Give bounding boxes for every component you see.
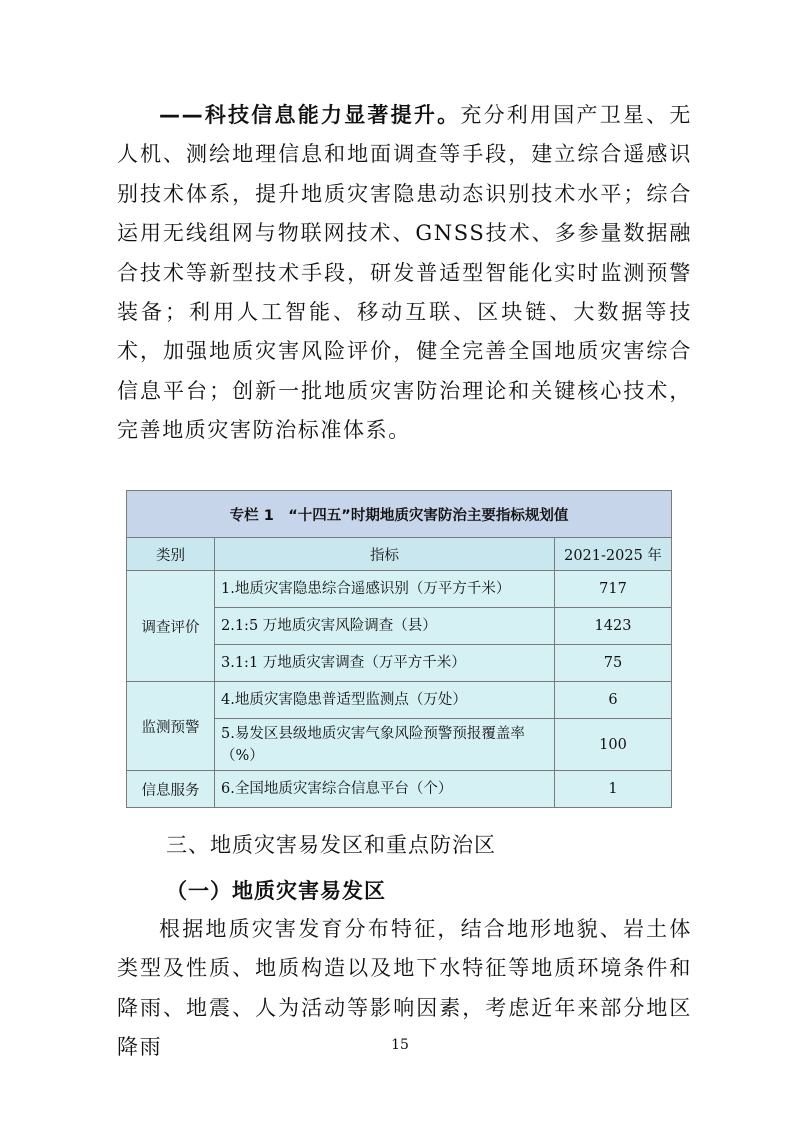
indicator-cell: 2.1:5 万地质灾害风险调查（县） bbox=[215, 608, 555, 645]
section-heading: 三、地质灾害易发区和重点防治区 bbox=[166, 833, 496, 857]
subsection-heading: （一）地质灾害易发区 bbox=[166, 879, 386, 903]
category-cell: 监测预警 bbox=[127, 682, 215, 771]
paragraph-science-tech bbox=[117, 96, 692, 451]
value-cell: 75 bbox=[555, 645, 672, 682]
table-row bbox=[127, 682, 672, 719]
paragraph-lead: ——科技信息能力显著提升。 bbox=[159, 103, 461, 127]
indicator-cell: 4.地质灾害隐患普适型监测点（万处） bbox=[215, 682, 555, 719]
header-value: 2021-2025 年 bbox=[555, 538, 672, 571]
header-indicator: 指标 bbox=[215, 538, 555, 571]
paragraph-body: 充分利用国产卫星、无人机、测绘地理信息和地面调查等手段，建立综合遥感识别技术体系，提升地质灾害隐患动态识别技术水平；综合运用无线组网与物联网技术、GNSS技术、多参量数据融合技术等新型技术手段，研发普适型智能化实时监测预警装备；利用人工智能、移动互联、区块链、大数据等技术，加强地质灾害风险评价，健全完善全国地质灾害综合信息平台；创新一批地质灾害防治理论和关键核心技术，完善地质灾害防治标准体系。 bbox=[117, 103, 692, 443]
category-cell: 信息服务 bbox=[127, 771, 215, 808]
value-cell: 1 bbox=[555, 771, 672, 808]
indicator-cell: 3.1:1 万地质灾害调查（万平方千米） bbox=[215, 645, 555, 682]
table-row bbox=[127, 571, 672, 608]
indicator-table bbox=[126, 490, 671, 808]
table-row bbox=[127, 771, 672, 808]
indicator-cell: 6.全国地质灾害综合信息平台（个） bbox=[215, 771, 555, 808]
table-caption: 专栏 1 “十四五”时期地质灾害防治主要指标规划值 bbox=[127, 491, 672, 538]
paragraph-prone-areas: 根据地质灾害发育分布特征，结合地形地貌、岩土体类型及性质、地质构造以及地下水特征等地质环境条件和降雨、地震、人为活动等影响因素，考虑近年来部分地区降雨 bbox=[117, 917, 692, 1060]
value-cell: 1423 bbox=[555, 608, 672, 645]
value-cell: 100 bbox=[555, 719, 672, 771]
indicator-cell: 1.地质灾害隐患综合遥感识别（万平方千米） bbox=[215, 571, 555, 608]
value-cell: 717 bbox=[555, 571, 672, 608]
category-cell: 调查评价 bbox=[127, 571, 215, 682]
value-cell: 6 bbox=[555, 682, 672, 719]
header-category: 类别 bbox=[127, 538, 215, 571]
page-number: 15 bbox=[391, 1037, 409, 1053]
indicator-cell: 5.易发区县级地质灾害气象风险预警预报覆盖率（%） bbox=[215, 719, 555, 771]
